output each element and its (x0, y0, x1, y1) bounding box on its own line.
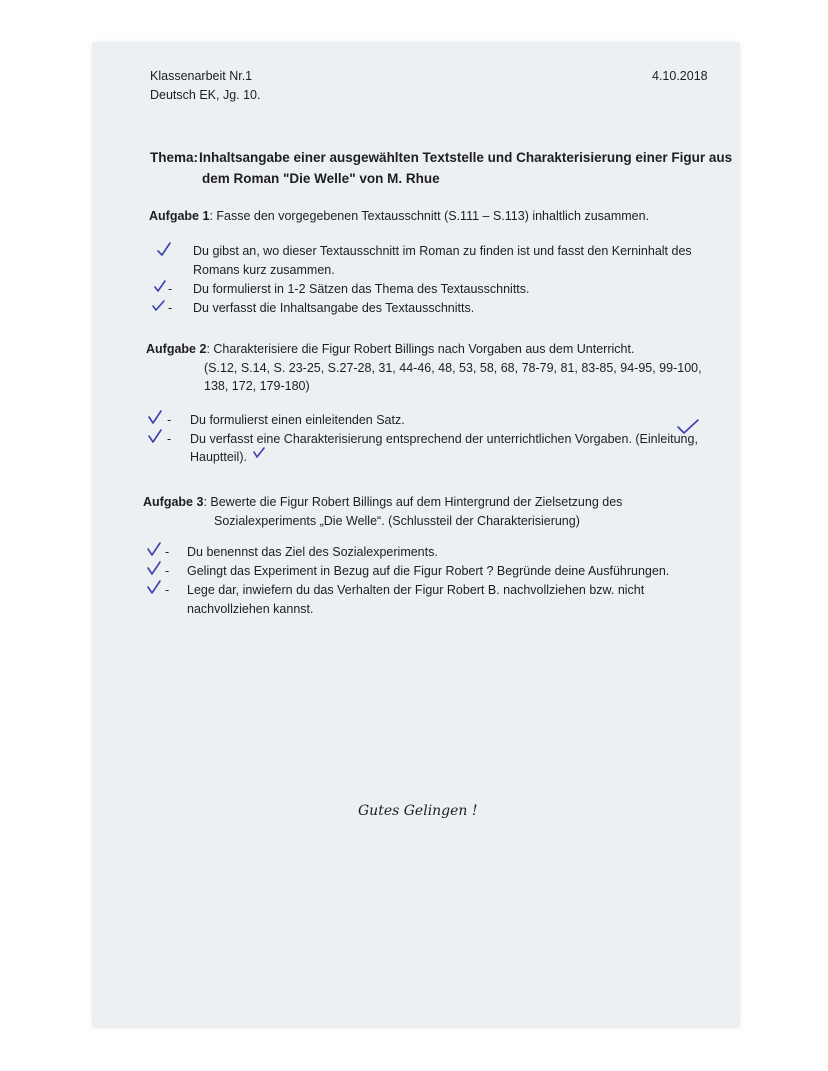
topic-line-1: Inhaltsangabe einer ausgewählten Textstelle und Charakterisierung einer Figur aus (199, 150, 733, 165)
bullet-dash: - (168, 282, 173, 296)
exam-number: Klassenarbeit Nr.1 (150, 69, 253, 83)
bullet-dash: - (165, 564, 170, 578)
task2-text: : Charakterisiere die Figur Robert Billings nach Vorgaben aus dem Unterricht. (206, 342, 635, 356)
task1-item-1-cont: Romans kurz zusammen. (193, 263, 335, 277)
task3-heading (143, 494, 622, 510)
closing-wish: Gutes Gelingen ! (358, 803, 478, 819)
task3-item-2: Gelingt das Experiment in Bezug auf die Figur Robert ? Begründe deine Ausführungen. (187, 564, 670, 578)
task2-item-2: Du verfasst eine Charakterisierung entsprechend der unterrichtlichen Vorgaben. (Einleitung, (190, 432, 698, 446)
task1-item-2: Du formulierst in 1-2 Sätzen das Thema des Textausschnitts. (193, 282, 530, 296)
task2-item-1: Du formulierst einen einleitenden Satz. (190, 413, 405, 427)
topic-label: Thema: (150, 150, 199, 165)
task2-heading (146, 341, 634, 357)
bullet-dash: - (165, 583, 170, 597)
task2-item-2-cont: Hauptteil). (190, 450, 247, 464)
task2-pages-1: (S.12, S.14, S. 23-25, S.27-28, 31, 44-46, 48, 53, 58, 68, 78-79, 81, 83-85, 94-95, 99-100, (204, 361, 702, 375)
checkmark-icon (145, 559, 163, 577)
checkmark-icon (150, 296, 168, 314)
task1-item-3: Du verfasst die Inhaltsangabe des Textausschnitts. (193, 301, 475, 315)
task1-item-1: Du gibst an, wo dieser Textausschnitt im Roman zu finden ist und fasst den Kerninhalt des (193, 244, 692, 258)
bullet-dash: - (167, 413, 172, 427)
checkmark-icon (155, 240, 173, 258)
task3-text-cont: Sozialexperiments „Die Welle“. (Schlussteil der Charakterisierung) (214, 514, 580, 528)
task1-heading (149, 208, 649, 224)
task3-label: Aufgabe 3 (143, 495, 204, 509)
task1-text: : Fasse den vorgegebenen Textausschnitt (S.111 – S.113) inhaltlich zusammen. (209, 209, 650, 223)
task3-item-3-cont: nachvollziehen kannst. (187, 602, 314, 616)
task3-item-3: Lege dar, inwiefern du das Verhalten der Figur Robert B. nachvollziehen bzw. nicht (187, 583, 645, 597)
checkmark-icon (145, 540, 163, 558)
bullet-dash: - (167, 432, 172, 446)
checkmark-icon (146, 427, 164, 445)
topic-line-2: dem Roman "Die Welle" von M. Rhue (202, 171, 440, 186)
checkmark-icon (145, 578, 163, 596)
bullet-dash: - (168, 301, 173, 315)
task2-label: Aufgabe 2 (146, 342, 207, 356)
task2-pages-2: 138, 172, 179-180) (204, 379, 310, 393)
bullet-dash: - (165, 545, 170, 559)
course-line: Deutsch EK, Jg. 10. (150, 88, 261, 102)
exam-date: 4.10.2018 (652, 69, 708, 83)
task3-text: : Bewerte die Figur Robert Billings auf dem Hintergrund der Zielsetzung des (203, 495, 623, 509)
checkmark-icon (676, 417, 700, 437)
task3-item-1: Du benennst das Ziel des Sozialexperiments. (187, 545, 438, 559)
checkmark-icon (146, 408, 164, 426)
exam-sheet (92, 42, 740, 1028)
task1-label: Aufgabe 1 (149, 209, 210, 223)
checkmark-icon (251, 444, 269, 462)
